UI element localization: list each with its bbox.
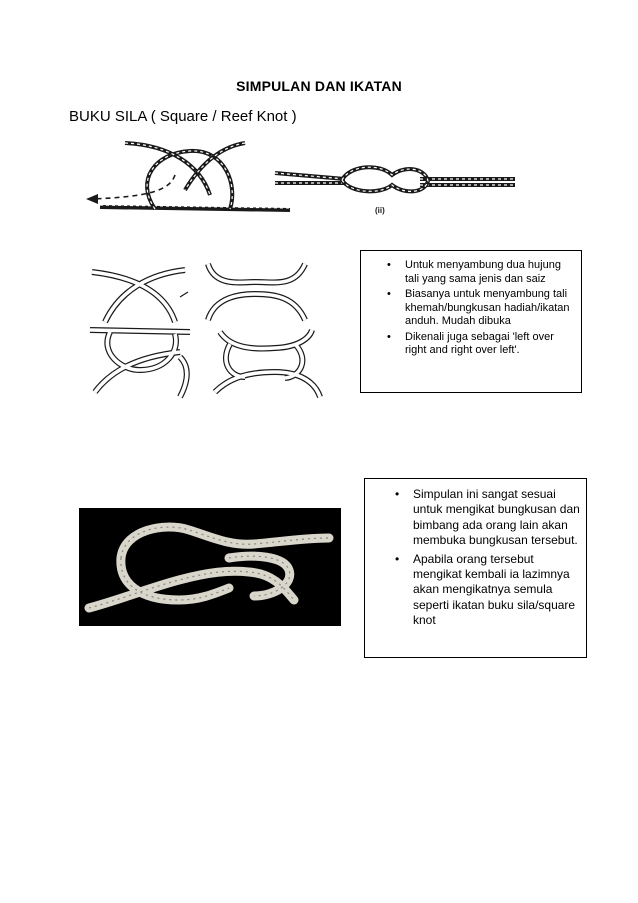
diagram-step-label: (ii) — [375, 206, 385, 215]
info-list — [361, 251, 581, 358]
knot-photo-rope — [79, 508, 341, 626]
info-item: • Biasanya untuk menyambung tali khemah/bungkusan hadiah/ikatan anduh. Mudah dibuka — [405, 288, 575, 329]
knot-diagram-steps — [80, 252, 330, 400]
info-box-usage — [360, 250, 582, 393]
info-item: • Apabila orang tersebut mengikat kembali ia lazimnya akan mengikatnya semula seperti ikatan buku sila/square knot — [413, 552, 582, 629]
page-subtitle: BUKU SILA ( Square / Reef Knot ) — [69, 108, 297, 125]
knot-step-a — [92, 270, 188, 322]
knot-step-d — [215, 330, 320, 397]
info-list — [365, 479, 586, 629]
info-box-notes — [364, 478, 587, 658]
knot-step-1-illustration — [90, 143, 290, 210]
knot-diagram-top — [80, 135, 520, 225]
knot-step-b — [208, 264, 305, 320]
knot-step-c — [90, 330, 190, 397]
info-item: • Untuk menyambung dua hujung tali yang sama jenis dan saiz — [405, 259, 575, 286]
knot-step-2-illustration — [275, 167, 515, 191]
page-title: SIMPULAN DAN IKATAN — [236, 78, 402, 94]
info-item: • Simpulan ini sangat sesuai untuk mengikat bungkusan dan bimbang ada orang lain akan membuka bungkusan tersebut. — [413, 487, 582, 549]
info-item: • Dikenali juga sebagai 'left over right and right over left'. — [405, 331, 575, 358]
knot-photo — [79, 508, 341, 626]
arrow-left-icon — [86, 194, 98, 204]
